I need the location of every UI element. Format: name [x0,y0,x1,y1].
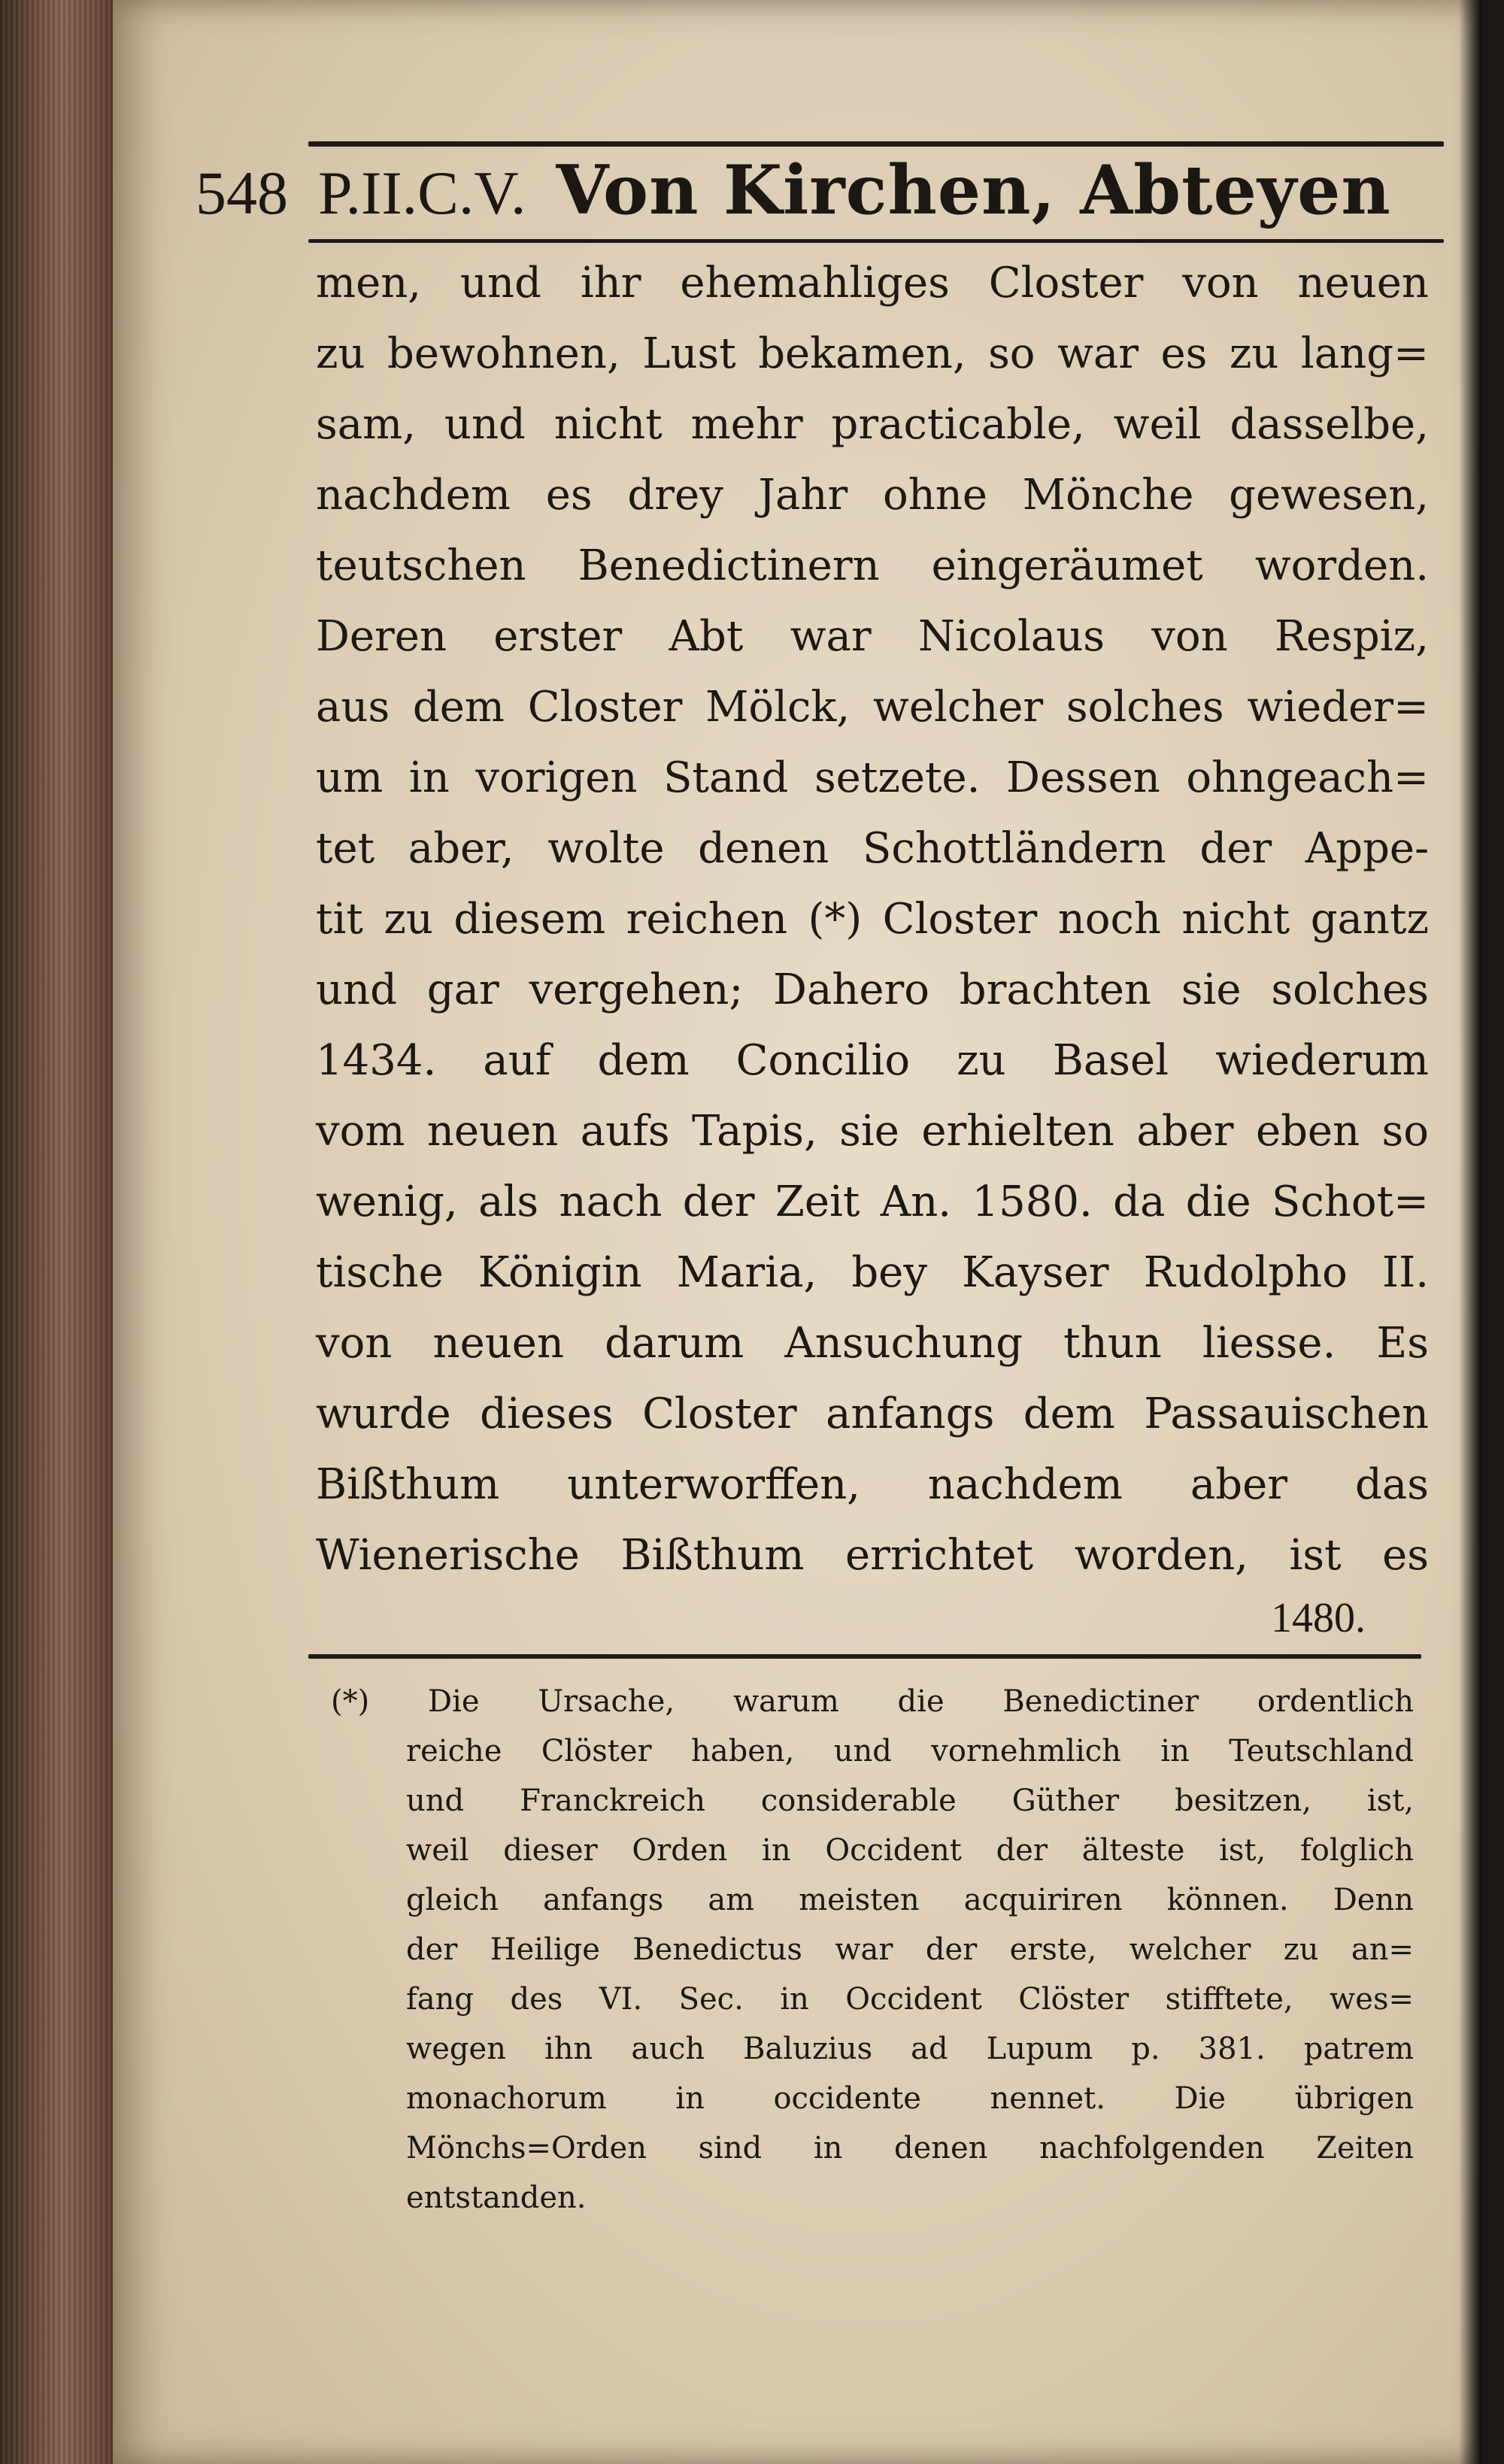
body-line: men, und ihr ehemahliges Closter von neuen [316,259,1429,308]
body-text [316,248,1429,1591]
body-line: 1434. auf dem Concilio zu Basel wiederum [316,1036,1429,1085]
page-gutter-shadow [1459,0,1481,2464]
body-line: sam, und nicht mehr practicable, weil dasselbe, [316,400,1429,449]
body-line: vom neuen aufs Tapis, sie erhielten aber eben so [316,1107,1429,1156]
footnote-line: Mönchs=Orden sind in denen nachfolgenden Zeiten [406,2131,1414,2165]
body-line: zu bewohnen, Lust bekamen, so war es zu lang= [316,329,1429,378]
body-line: teutschen Benedictinern eingeräumet worden. [316,541,1429,590]
book-fore-edge [0,0,113,2464]
body-line: und gar vergehen; Dahero brachten sie solches [316,965,1429,1014]
header-bottom-rule [308,239,1444,243]
page-number: 548 [196,159,288,227]
footnote-line: fang des VI. Sec. in Occident Clöster stifftete, wes= [406,1982,1414,2017]
body-line: wurde dieses Closter anfangs dem Passauischen [316,1390,1429,1438]
header-top-rule [308,141,1444,147]
body-line: tische Königin Maria, bey Kayser Rudolpho II. [316,1248,1429,1297]
body-line: aus dem Closter Mölck, welcher solches wieder= [316,683,1429,732]
footnote-line: (*) Die Ursache, warum die Benedictiner ordentlich [331,1684,1414,1719]
body-line: tet aber, wolte denen Schottländern der Appe- [316,824,1429,873]
footnote-line: entstanden. [406,2181,587,2215]
footnote [331,1677,1414,2223]
catchword: 1480. [1271,1595,1366,1641]
body-line: Bißthum unterworffen, nachdem aber das [316,1460,1429,1509]
footnote-line: und Franckreich considerable Güther besitzen, ist, [406,1784,1414,1818]
footnote-separator-rule [308,1654,1421,1659]
body-line: Wienerische Bißthum errichtet worden, ist es [316,1531,1429,1580]
footnote-line: der Heilige Benedictus war der erste, welcher zu an= [406,1932,1414,1967]
body-line: wenig, als nach der Zeit An. 1580. da die Schot= [316,1177,1429,1226]
footnote-line: wegen ihn auch Baluzius ad Lupum p. 381. patrem [406,2032,1414,2066]
body-line: nachdem es drey Jahr ohne Mönche gewesen, [316,471,1429,520]
body-line: tit zu diesem reichen (*) Closter noch nicht gantz [316,895,1429,944]
section-reference: P.II.C.V. [318,159,526,227]
running-title: Von Kirchen, Abteyen [556,150,1391,230]
running-header [196,150,1429,241]
footnote-line: gleich anfangs am meisten acquiriren können. Denn [406,1883,1414,1917]
body-line: Deren erster Abt war Nicolaus von Respiz, [316,612,1429,661]
footnote-line: weil dieser Orden in Occident der älteste ist, folglich [406,1833,1414,1868]
footnote-line: reiche Clöster haben, und vornehmlich in Teutschland [406,1734,1414,1768]
body-line: um in vorigen Stand setzete. Dessen ohngeach= [316,753,1429,802]
footnote-line: monachorum in occidente nennet. Die übrigen [406,2081,1414,2116]
body-line: von neuen darum Ansuchung thun liesse. Es [316,1319,1429,1368]
